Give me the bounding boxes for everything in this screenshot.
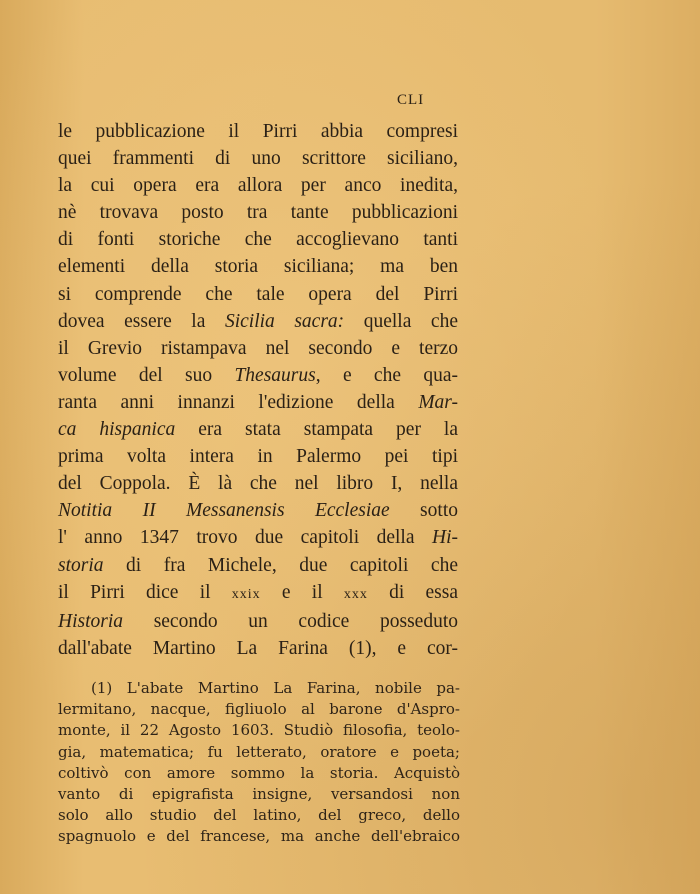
text-line xyxy=(58,524,458,551)
text-line xyxy=(58,281,458,308)
text-line xyxy=(58,552,458,579)
text-segment: le pubblicazione il Pirri abbia compresi xyxy=(58,121,458,142)
text-segment: quei frammenti di uno scrittore siciliano, xyxy=(58,148,458,170)
italic-title: Notitia II Messanensis Ecclesiae xyxy=(58,500,390,522)
text-line xyxy=(58,253,458,280)
text-line xyxy=(58,579,458,608)
text-line xyxy=(58,308,458,335)
text-segment: nè trovava posto tra tante pubblicazioni xyxy=(58,202,458,224)
text-segment: sotto xyxy=(389,500,458,522)
italic-title: Hi- xyxy=(432,527,458,549)
text-line xyxy=(58,145,458,172)
text-line xyxy=(58,416,458,443)
text-line xyxy=(58,226,458,253)
footnote-line: (1) L'abate Martino La Farina, nobile pa- xyxy=(91,679,460,697)
text-segment: del Coppola. È là che nel libro I, nella xyxy=(58,473,458,495)
text-segment: l' anno 1347 trovo due capitoli della xyxy=(58,527,432,549)
main-text xyxy=(58,118,458,662)
text-segment: e il xyxy=(260,581,344,603)
text-segment: di fra Michele, due capitoli che xyxy=(103,554,458,576)
text-line xyxy=(58,118,458,145)
text-segment: elementi della storia siciliana; ma ben xyxy=(58,256,458,278)
footnote-line: coltivò con amore sommo la storia. Acquistò xyxy=(58,763,460,782)
footnote-line: lermitano, nacque, figliuolo al barone d'Aspro- xyxy=(58,700,460,719)
footnote-line: spagnuolo e del francese, ma anche dell'ebraico xyxy=(58,827,460,846)
italic-title: Historia xyxy=(58,610,124,632)
footnote-line: gia, matematica; fu letterato, oratore e poeta; xyxy=(58,742,460,761)
text-segment: la cui opera era allora per anco inedita, xyxy=(58,175,458,197)
text-line xyxy=(58,335,458,362)
text-line xyxy=(58,497,458,524)
footnote-line: solo allo studio del latino, del greco, dello xyxy=(58,806,460,825)
text-line xyxy=(58,470,458,497)
italic-title: ca hispanica xyxy=(58,419,176,441)
roman-numeral: xxx xyxy=(343,586,368,602)
footnote xyxy=(58,678,460,848)
text-segment: era stata stampata per la xyxy=(175,419,458,441)
text-segment: il Grevio ristampava nel secondo e terzo xyxy=(58,337,458,359)
text-segment: quella che xyxy=(344,310,458,332)
italic-title: Mar- xyxy=(418,391,458,413)
footnote-line: vanto di epigrafista insigne, versandosi non xyxy=(58,785,460,804)
text-line xyxy=(58,389,458,416)
italic-title: Sicilia sacra: xyxy=(224,310,345,332)
roman-numeral: xxix xyxy=(231,586,261,602)
text-line xyxy=(58,635,458,662)
text-segment: prima volta intera in Palermo pei tipi xyxy=(58,446,458,468)
text-segment: dovea essere la xyxy=(58,310,225,332)
text-segment: ranta anni innanzi l'edizione della xyxy=(58,391,419,413)
text-line xyxy=(58,443,458,470)
footnote-line: monte, il 22 Agosto 1603. Studiò filosofia, teolo- xyxy=(58,721,460,740)
text-segment: dall'abate Martino La Farina (1), e cor- xyxy=(58,637,458,659)
text-line xyxy=(58,172,458,199)
text-segment: si comprende che tale opera del Pirri xyxy=(58,283,458,305)
text-segment: secondo un codice posseduto xyxy=(123,610,458,632)
text-segment: volume del suo xyxy=(58,364,235,386)
italic-title: Thesaurus xyxy=(234,364,316,386)
text-segment: di fonti storiche che accoglievano tanti xyxy=(58,229,458,251)
text-line xyxy=(58,362,458,389)
text-line xyxy=(58,608,458,635)
text-line xyxy=(58,199,458,226)
italic-title: storia xyxy=(58,554,104,576)
page-number: CLI xyxy=(397,92,425,108)
text-segment: di essa xyxy=(367,581,458,603)
text-segment: il Pirri dice il xyxy=(58,581,232,603)
text-segment: , e che qua- xyxy=(315,364,458,386)
